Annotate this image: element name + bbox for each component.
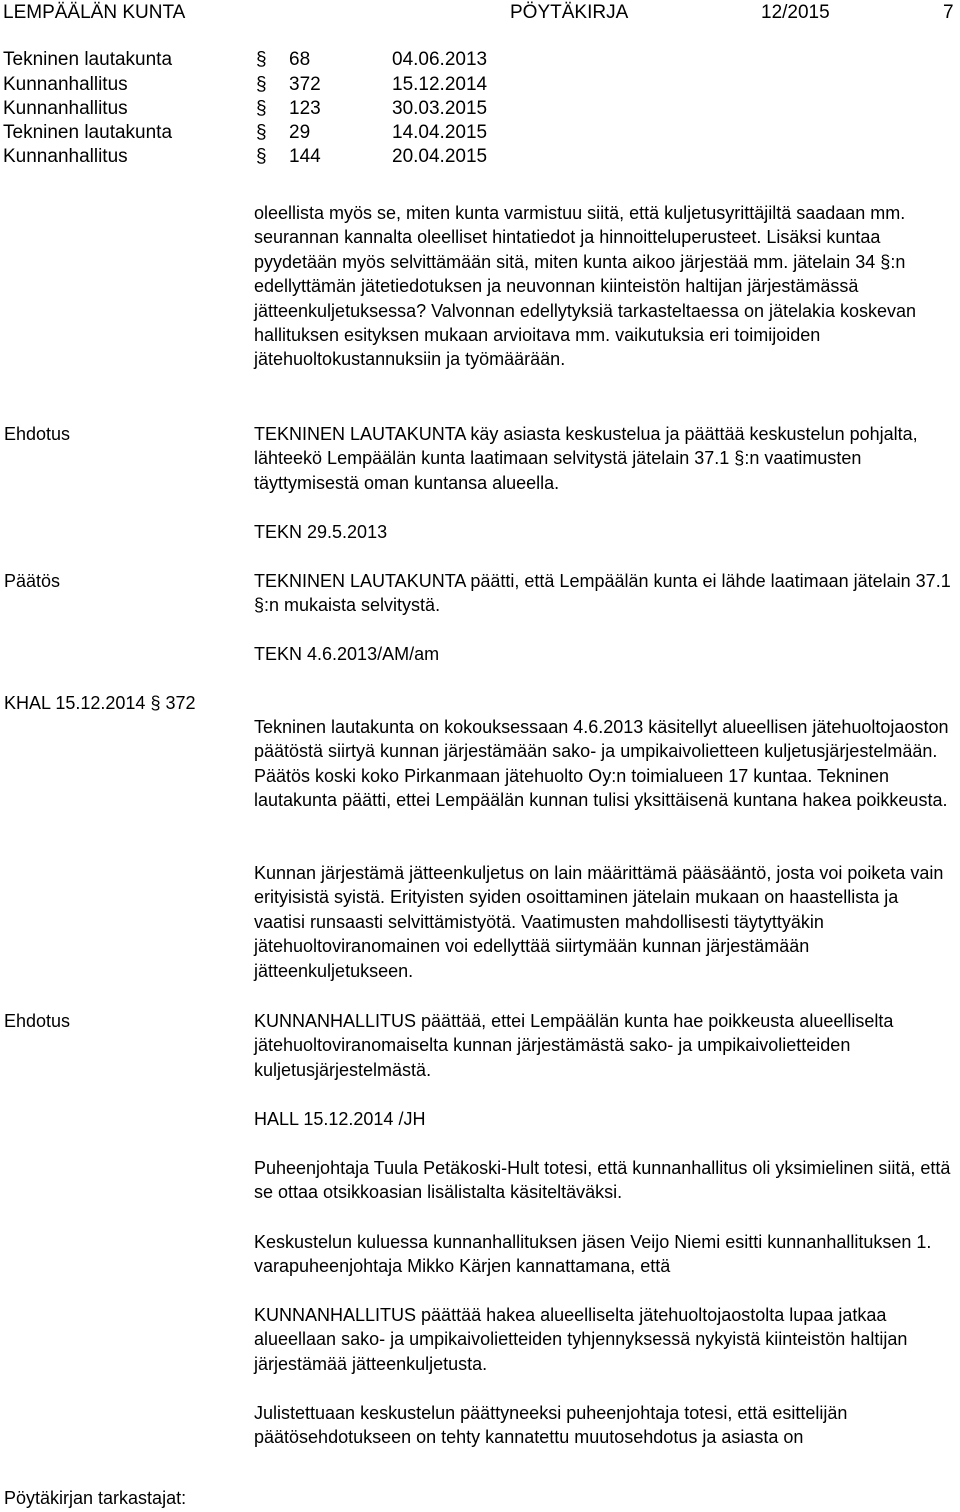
meeting-ref-tekn-2: TEKN 4.6.2013/AM/am (254, 644, 440, 664)
section-symbol: § (256, 122, 267, 143)
history-number: 29 (289, 122, 311, 143)
history-body: Kunnanhallitus (3, 98, 128, 119)
municipality-name: LEMPÄÄLÄN KUNTA (3, 2, 186, 23)
khal-ref-date: KHAL 15.12.2014 (4, 693, 146, 713)
history-number: 123 (289, 98, 321, 119)
section-symbol: § (150, 693, 161, 713)
label-paatos: Päätös (4, 571, 61, 591)
page-number: 7 (943, 2, 954, 23)
paragraph-background: oleellista myös se, miten kunta varmistuu siitä, että kuljetusyrittäjiltä saadaan mm. seurannan kannalta oleelliset hintatiedot ja hinnoitteluperusteet. Lisäksi kuntaa pyydetään myös selvittämään sitä, miten kunta aikoo järjestää mm. jätelain 34 §:n edellyttämän jätetiedotuksen ja neuvonnan kiinteistön haltijan järjestämässä jätteenkuljetuksessa? Valvonnan edellytyksiä tarkasteltaessa on jätelakia koskevan hallituksen esityksen mukaan arvioitava mm. vaikutuksia eri toimijoiden jätehuoltokustannuksiin ja työmäärään. (254, 203, 917, 370)
meeting-ref-hall: HALL 15.12.2014 /JH (254, 1109, 426, 1129)
history-number: 68 (289, 49, 311, 70)
paragraph-keskustelu: Keskustelun kuluessa kunnanhallituksen jäsen Veijo Niemi esitti kunnanhallituksen 1. varapuheenjohtaja Mikko Kärjen kannattamana, että (254, 1232, 932, 1277)
label-ehdotus-2: Ehdotus (4, 1011, 71, 1031)
history-number: 144 (289, 146, 321, 167)
paragraph-puheenjohtaja: Puheenjohtaja Tuula Petäkoski-Hult totesi, että kunnanhallitus oli yksimielinen siitä, että se ottaa otsikkoasian lisälistalta käsiteltäväksi. (254, 1158, 951, 1203)
section-symbol: § (256, 146, 267, 167)
paragraph-kh-paattaa: KUNNANHALLITUS päättää hakea alueelliselta jätehuoltojaostolta lupaa jatkaa alueellaan sako- ja umpikaivolietteiden tyhjennyksessä nykyistä kiinteistön haltijan järjestämää jätteenkuljetusta. (254, 1305, 908, 1374)
history-date: 15.12.2014 (392, 74, 488, 95)
section-symbol: § (256, 98, 267, 119)
paragraph-paatos-tekn: TEKNINEN LAUTAKUNTA päätti, että Lempäälän kunta ei lähde laatimaan jätelain 37.1 §:n mukaista selvitystä. (254, 571, 951, 616)
document-number: 12/2015 (761, 2, 830, 23)
history-body: Kunnanhallitus (3, 74, 128, 95)
khal-reference (4, 691, 196, 715)
paragraph-ehdotus-kh: KUNNANHALLITUS päättää, ettei Lempäälän kunta hae poikkeusta alueelliselta jätehuoltoviranomaiselta kunnan järjestämästä sako- ja umpikaivolietteiden kuljetusjärjestelmästä. (254, 1011, 894, 1080)
meeting-ref-tekn-1: TEKN 29.5.2013 (254, 522, 388, 542)
history-date: 14.04.2015 (392, 122, 488, 143)
history-date: 20.04.2015 (392, 146, 488, 167)
paragraph-khal-1: Tekninen lautakunta on kokouksessaan 4.6.2013 käsitellyt alueellisen jätehuoltojaoston päätöstä siirtyä kunnan järjestämään sako- ja umpikaivolietteen kuljetusjärjestelmään. Päätös koski koko Pirkanmaan jätehuolto Oy:n toimialueen 17 kuntaa. Tekninen lautakunta päätti, ettei Lempäälän kunnan tulisi yksittäisenä kuntana hakea poikkeusta. (254, 717, 949, 811)
label-tarkastajat: Pöytäkirjan tarkastajat: (4, 1488, 187, 1508)
paragraph-julistettuaan: Julistettuaan keskustelun päättyneeksi puheenjohtaja totesi, että esittelijän päätösehdotukseen on tehty kannatettu muutosehdotus ja asiasta on (254, 1403, 848, 1448)
khal-ref-number: 372 (165, 693, 196, 713)
history-body: Kunnanhallitus (3, 146, 128, 167)
history-date: 30.03.2015 (392, 98, 488, 119)
label-ehdotus: Ehdotus (4, 424, 71, 444)
history-body: Tekninen lautakunta (3, 49, 173, 70)
history-body: Tekninen lautakunta (3, 122, 173, 143)
section-symbol: § (256, 74, 267, 95)
paragraph-khal-2: Kunnan järjestämä jätteenkuljetus on lain määrittämä pääsääntö, josta voi poiketa vain erityisistä syistä. Erityisten syiden osoittaminen jätelain mukaan on haastellista ja vaatisi runsaasti selvittämistyötä. Vaatimusten mahdollisesti täytyttyäkin jätehuoltoviranomainen voi edellyttää siirtymään kunnan järjestämään jätteenkuljetukseen. (254, 863, 944, 981)
section-symbol: § (256, 49, 267, 70)
paragraph-ehdotus-tekn: TEKNINEN LAUTAKUNTA käy asiasta keskustelua ja päättää keskustelun pohjalta, lähteekö Lempäälän kunta laatimaan selvitystä jätelain 37.1 §:n vaatimusten täyttymisestä oman kuntansa alueella. (254, 424, 918, 493)
document-type: PÖYTÄKIRJA (510, 2, 629, 23)
history-number: 372 (289, 74, 321, 95)
history-date: 04.06.2013 (392, 49, 488, 70)
